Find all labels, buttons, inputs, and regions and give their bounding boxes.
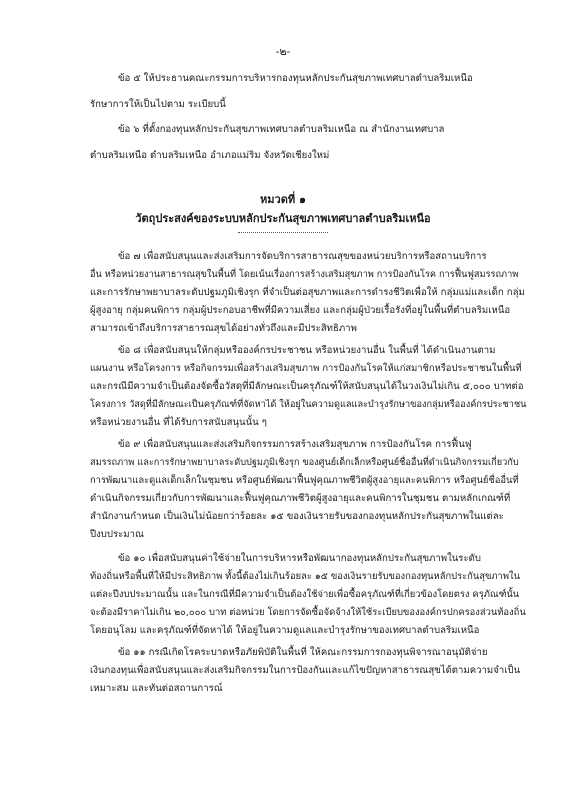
clause-line: หรือหน่วยงานอื่น ที่ได้รับการสนับสนุนนั้น ๆ <box>90 417 267 428</box>
clause-line: สมรรถภาพ และการรักษาพยาบาลระดับปฐมภูมิเชิงรุก ของศูนย์เด็กเล็กหรือศูนย์ชื่ออื่นที่ดำเนินกิจกรรมเกี่ยวกับ <box>90 457 519 468</box>
clause-line: ข้อ ๑๐ เพื่อสนับสนุนค่าใช้จ่ายในการบริหารหรือพัฒนากองทุนหลักประกันสุขภาพในระดับ <box>118 553 481 564</box>
clause-line: ท้องถิ่นหรือพื้นที่ให้มีประสิทธิภาพ ทั้งนี้ต้องไม่เกินร้อยละ ๑๕ ของเงินรายรับของกองทุนหลักประกันสุขภาพใน <box>90 571 520 582</box>
clause-line: ข้อ ๑๑ กรณีเกิดโรคระบาดหรือภัยพิบัติในพื้นที่ ให้คณะกรรมการกองทุนพิจารณาอนุมัติจ่าย <box>118 647 488 658</box>
clause-line: อื่น หรือหน่วยงานสาธารณสุขในพื้นที่ โดยเน้นเรื่องการสร้างเสริมสุขภาพ การป้องกันโรค การฟื้นฟูสมรรถภาพ <box>90 269 519 280</box>
clause-5-line: ข้อ ๕ ให้ประธานคณะกรรมการบริหารกองทุนหลักประกันสุขภาพเทศบาลตำบลริมเหนือ <box>118 73 473 84</box>
clause-line: ข้อ ๗ เพื่อสนับสนุนและส่งเสริมการจัดบริการสาธารณสุขของหน่วยบริการหรือสถานบริการ <box>118 251 487 262</box>
divider <box>238 232 328 233</box>
clause-6-line: ข้อ ๖ ที่ตั้งกองทุนหลักประกันสุขภาพเทศบาลตำบลริมเหนือ ณ สำนักงานเทศบาล <box>118 124 445 135</box>
page-number: -๒- <box>275 45 291 58</box>
clause-line: สามารถเข้าถึงบริการสาธารณสุขได้อย่างทั่วถึงและมีประสิทธิภาพ <box>90 323 357 334</box>
clause-5-line: รักษาการให้เป็นไปตาม ระเบียบนี้ <box>90 99 226 110</box>
clause-line: ดำเนินกิจกรรมเกี่ยวกับการพัฒนาและฟื้นฟูคุณภาพชีวิตผู้สูงอายุและคนพิการในชุมชน ตามหลักเกณฑ์ที่ <box>90 493 511 504</box>
chapter-title: หมวดที่ ๑ <box>260 193 306 206</box>
clause-line: และการรักษาพยาบาลระดับปฐมภูมิเชิงรุก ที่จำเป็นต่อสุขภาพและการดำรงชีวิตเพื่อให้ กลุ่มแม่และเด็ก กลุ่ม <box>90 287 525 298</box>
clause-line: ข้อ ๙ เพื่อสนับสนุนและส่งเสริมกิจกรรมการสร้างเสริมสุขภาพ การป้องกันโรค การฟื้นฟู <box>118 439 472 450</box>
clause-line: แต่ละปีงบประมาณนั้น และในกรณีที่มีความจำเป็นต้องใช้จ่ายเพื่อซื้อครุภัณฑ์ที่เกี่ยวข้องโดยตรง ครุภัณฑ์นั้น <box>90 589 520 600</box>
clause-line: โดยอนุโลม และครุภัณฑ์ที่จัดหาได้ ให้อยู่ในความดูแลและบำรุงรักษาของเทศบาลตำบลริมเหนือ <box>90 625 480 636</box>
clause-line: สำนักงานกำหนด เป็นเงินไม่น้อยกว่าร้อยละ ๑๕ ของเงินรายรับของกองทุนหลักประกันสุขภาพในแต่ละ <box>90 511 504 522</box>
clause-line: โครงการ วัสดุที่มีลักษณะเป็นครุภัณฑ์ที่จัดหาได้ ให้อยู่ในความดูแลและบำรุงรักษาของกลุ่มหรือองค์กรประชาชน <box>90 399 527 410</box>
clause-line: และกรณีมีความจำเป็นต้องจัดซื้อวัสดุที่มีลักษณะเป็นครุภัณฑ์ให้สนับสนุนได้ในวงเงินไม่เกิน ๕,๐๐๐ บาทต่อ <box>90 381 524 392</box>
clause-line: จะต้องมีราคาไม่เกิน ๒๐,๐๐๐ บาท ต่อหน่วย โดยการจัดซื้อจัดจ้างให้ใช้ระเบียบขององค์กรปกครองส่วนท้องถิ่น <box>90 607 526 618</box>
clause-line: เงินกองทุนเพื่อสนับสนุนและส่งเสริมกิจกรรมในการป้องกันและแก้ไขปัญหาสาธารณสุขได้ตามความจำเป็น <box>90 665 521 676</box>
clause-6-line: ตำบลริมเหนือ ตำบลริมเหนือ อำเภอแม่ริม จังหวัดเชียงใหม่ <box>90 150 330 161</box>
clause-line: แผนงาน หรือโครงการ หรือกิจกรรมเพื่อสร้างเสริมสุขภาพ การป้องกันโรคให้แก่สมาชิกหรือประชาชนในพื้นที่ <box>90 363 522 374</box>
clause-line: ปีงบประมาณ <box>90 529 144 540</box>
clause-line: ข้อ ๘ เพื่อสนับสนุนให้กลุ่มหรือองค์กรประชาชน หรือหน่วยงานอื่น ในพื้นที่ ได้ดำเนินงานตาม <box>118 345 496 356</box>
clause-line: ผู้สูงอายุ กลุ่มคนพิการ กลุ่มผู้ประกอบอาชีพที่มีความเสี่ยง และกลุ่มผู้ป่วยเรื้อรังที่อยู่ในพื้นที่ตำบลริมเหนือ <box>90 305 511 316</box>
clause-line: การพัฒนาและดูแลเด็กเล็กในชุมชน หรือศูนย์พัฒนาฟื้นฟูคุณภาพชีวิตผู้สูงอายุและคนพิการ หรือศูนย์ชื่ออื่นที่ <box>90 475 519 486</box>
chapter-subtitle: วัตถุประสงค์ของระบบหลักประกันสุขภาพเทศบาลตำบลริมเหนือ <box>135 212 431 225</box>
clause-line: เหมาะสม และทันต่อสถานการณ์ <box>90 683 223 694</box>
